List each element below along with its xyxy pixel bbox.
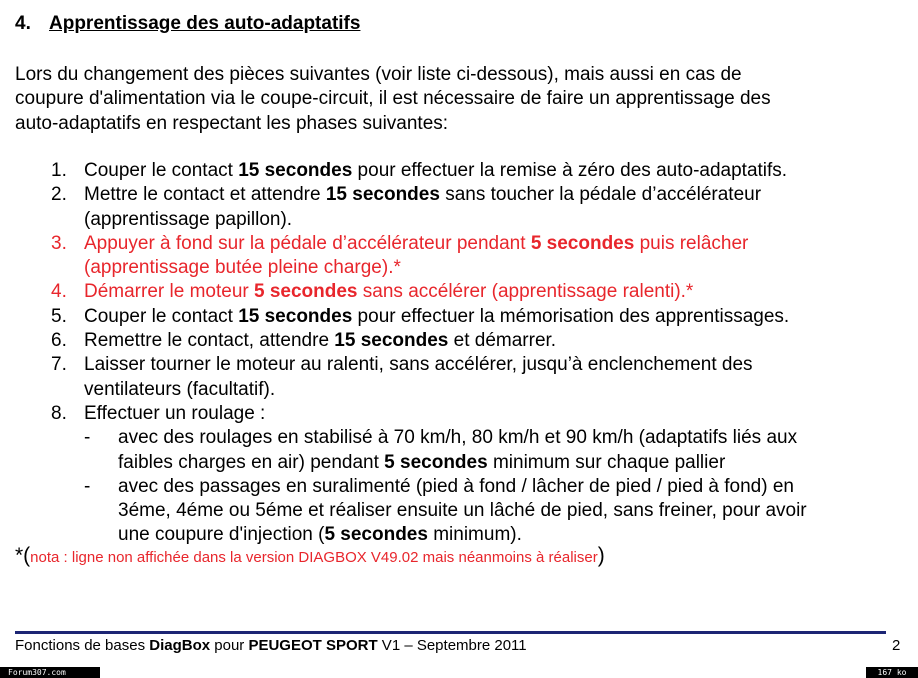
sub-duration: 5 secondes bbox=[324, 524, 428, 546]
step-number: 1. bbox=[51, 160, 67, 181]
forum-watermark: Forum307.com bbox=[0, 667, 100, 678]
step-duration: 15 secondes bbox=[325, 184, 440, 206]
sub-list-item bbox=[0, 475, 918, 548]
footer-text: Fonctions de bases bbox=[15, 637, 150, 654]
step-number: 5. bbox=[51, 305, 67, 327]
step-number: 6. bbox=[51, 330, 67, 352]
step-text: (apprentissage butée pleine charge).* bbox=[84, 257, 401, 279]
footer-brand: PEUGEOT SPORT bbox=[248, 637, 378, 654]
section-title: Apprentissage des auto-adaptatifs bbox=[49, 13, 361, 34]
step-duration: 15 secondes bbox=[238, 305, 353, 327]
sub-text: avec des roulages en stabilisé à 70 km/h, 80 km/h et 90 km/h (adaptatifs liés aux bbox=[118, 427, 798, 449]
step-text: sans accélérer (apprentissage ralenti).* bbox=[357, 281, 694, 303]
sub-text: avec des passages en suralimenté (pied à fond / lâcher de pied / pied à fond) en bbox=[118, 475, 794, 497]
step-duration: 15 secondes bbox=[334, 330, 449, 352]
step-text: et démarrer. bbox=[448, 330, 557, 352]
footer-text: pour bbox=[210, 637, 249, 654]
sub-list-item bbox=[0, 426, 918, 475]
list-item bbox=[0, 353, 918, 402]
step-text: Remettre le contact, attendre bbox=[84, 330, 335, 352]
step-duration: 5 secondes bbox=[530, 232, 635, 254]
section-number: 4. bbox=[15, 13, 31, 34]
sub-text: 3éme, 4éme ou 5éme et réaliser ensuite un lâché de pied, sans freiner, pour avoir bbox=[118, 500, 807, 522]
sub-text: minimum). bbox=[427, 524, 522, 546]
intro-line: Lors du changement des pièces suivantes (voir liste ci-dessous), mais aussi en cas de bbox=[15, 64, 742, 85]
step-text: Couper le contact bbox=[84, 305, 239, 327]
step-text: puis relâcher bbox=[634, 232, 749, 254]
footer-product: DiagBox bbox=[149, 637, 211, 654]
steps-list bbox=[0, 159, 918, 548]
list-item bbox=[0, 402, 918, 426]
step-text: Effectuer un roulage : bbox=[84, 402, 266, 424]
page-footer bbox=[15, 637, 527, 654]
step-text: Couper le contact bbox=[84, 160, 239, 181]
dash-bullet: - bbox=[84, 427, 91, 449]
step-duration: 15 secondes bbox=[238, 160, 353, 181]
step-number: 8. bbox=[51, 402, 67, 424]
section-heading bbox=[15, 13, 360, 35]
step-number: 7. bbox=[51, 354, 67, 376]
sub-text: une coupure d'injection ( bbox=[118, 524, 325, 546]
step-number: 2. bbox=[51, 184, 67, 206]
step-text: pour effectuer la mémorisation des apprentissages. bbox=[352, 305, 790, 327]
list-item bbox=[0, 159, 918, 183]
size-watermark: 167 ko bbox=[866, 667, 918, 678]
sub-duration: 5 secondes bbox=[384, 451, 488, 473]
step-text: ventilateurs (facultatif). bbox=[84, 378, 276, 400]
page-number: 2 bbox=[892, 637, 901, 654]
step-text: sans toucher la pédale d’accélérateur bbox=[439, 184, 762, 206]
footnote bbox=[15, 544, 605, 568]
intro-line: coupure d'alimentation via le coupe-circuit, il est nécessaire de faire un apprentissage des bbox=[15, 88, 771, 110]
footer-divider bbox=[15, 631, 886, 634]
step-text: (apprentissage papillon). bbox=[84, 208, 293, 230]
step-duration: 5 secondes bbox=[254, 281, 358, 303]
sub-text: minimum sur chaque pallier bbox=[487, 451, 726, 473]
footnote-text: nota : ligne non affichée dans la version DIAGBOX V49.02 mais néanmoins à réaliser bbox=[30, 549, 598, 566]
step-text: Laisser tourner le moteur au ralenti, sans accélérer, jusqu’à enclenchement des bbox=[84, 354, 753, 376]
step-text: Démarrer le moteur bbox=[84, 281, 254, 303]
step-text: Appuyer à fond sur la pédale d’accélérateur pendant bbox=[84, 232, 531, 254]
list-item bbox=[0, 329, 918, 353]
intro-paragraph bbox=[15, 63, 895, 136]
intro-line: auto-adaptatifs en respectant les phases suivantes: bbox=[15, 112, 449, 134]
dash-bullet: - bbox=[84, 475, 91, 497]
footnote-open: *( bbox=[15, 544, 31, 567]
step-number: 3. bbox=[51, 232, 67, 254]
list-item bbox=[0, 280, 918, 304]
sub-text: faibles charges en air) pendant bbox=[118, 451, 385, 473]
list-item bbox=[0, 183, 918, 232]
list-item bbox=[0, 232, 918, 281]
step-text: Mettre le contact et attendre bbox=[84, 184, 326, 206]
footer-version: V1 – Septembre 2011 bbox=[377, 637, 527, 654]
footnote-close: ) bbox=[597, 544, 605, 567]
step-number: 4. bbox=[51, 281, 67, 303]
list-item bbox=[0, 305, 918, 329]
step-text: pour effectuer la remise à zéro des auto-adaptatifs. bbox=[352, 160, 788, 181]
